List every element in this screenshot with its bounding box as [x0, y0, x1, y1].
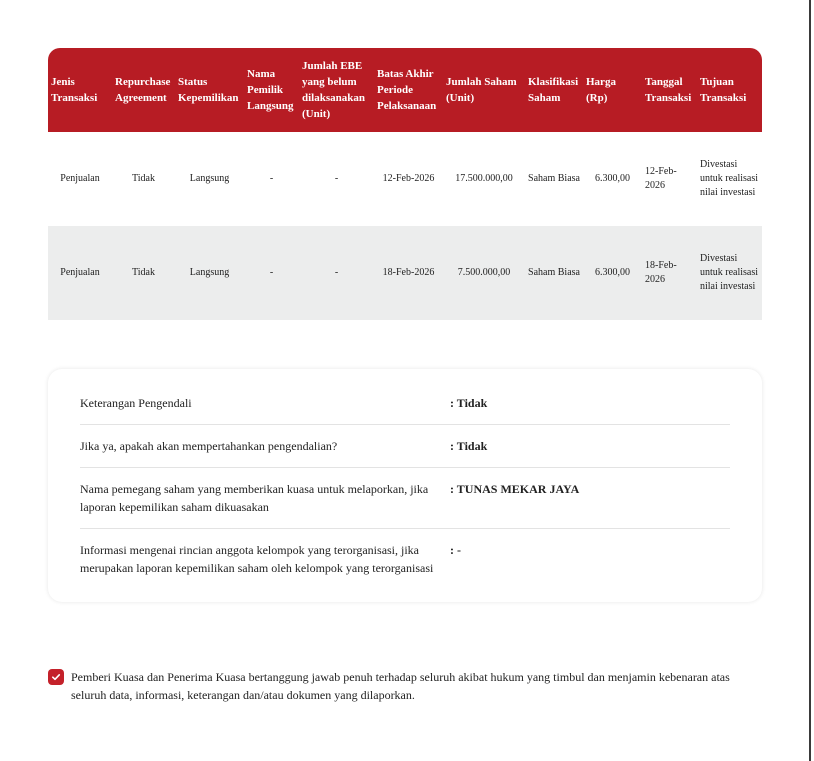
cell-ebe: -: [299, 226, 374, 320]
table-header-row: [48, 48, 762, 132]
cell-jenis: Penjualan: [48, 132, 112, 226]
header-repurchase-agreement: Repurchase Agreement: [112, 48, 175, 132]
cell-tujuan: Divestasi untuk realisasi nilai investasi: [697, 132, 762, 226]
cell-status: Langsung: [175, 226, 244, 320]
pengendali-label: Keterangan Pengendali: [80, 396, 192, 410]
header-klasifikasi-saham: Klasifikasi Saham: [525, 48, 583, 132]
declaration-text: Pemberi Kuasa dan Penerima Kuasa bertanggung jawab penuh terhadap seluruh akibat hukum yang timbul dan menjamin kebenaran atas seluruh data, informasi, keterangan dan/atau dokumen yang dilaporkan.: [71, 670, 730, 702]
page-right-border: [809, 0, 811, 761]
mempertahankan-label: Jika ya, apakah akan mempertahankan pengendalian?: [80, 439, 338, 453]
header-jumlah-ebe: Jumlah EBE yang belum dilaksanakan (Unit): [299, 48, 374, 132]
kelompok-value: : -: [450, 543, 461, 557]
check-icon: [51, 672, 61, 682]
declaration-checkbox[interactable]: [48, 669, 64, 685]
header-status-kepemilikan: Status Kepemilikan: [175, 48, 244, 132]
cell-nama: -: [244, 132, 299, 226]
cell-batas: 18-Feb-2026: [374, 226, 443, 320]
mempertahankan-value: : Tidak: [450, 439, 488, 453]
pengendali-value: : Tidak: [450, 396, 488, 410]
header-jenis-transaksi: Jenis Transaksi: [48, 48, 112, 132]
cell-klasifikasi: Saham Biasa: [525, 132, 583, 226]
header-batas-akhir: Batas Akhir Periode Pelaksanaan: [374, 48, 443, 132]
cell-nama: -: [244, 226, 299, 320]
table-row: [48, 132, 762, 226]
cell-repo: Tidak: [112, 132, 175, 226]
cell-status: Langsung: [175, 132, 244, 226]
cell-tanggal: 12-Feb-2026: [642, 132, 697, 226]
transaction-table: [48, 48, 762, 320]
cell-batas: 12-Feb-2026: [374, 132, 443, 226]
kuasa-value: : TUNAS MEKAR JAYA: [450, 482, 580, 496]
kelompok-label: Informasi mengenai rincian anggota kelompok yang terorganisasi, jika merupakan laporan kepemilikan saham oleh kelompok yang terorganisasi: [80, 543, 434, 575]
cell-repo: Tidak: [112, 226, 175, 320]
controller-info-card: [48, 369, 762, 602]
kuasa-label: Nama pemegang saham yang memberikan kuasa untuk melaporkan, jika laporan kepemilikan saham dikuasakan: [80, 482, 429, 514]
cell-jumlah: 7.500.000,00: [443, 226, 525, 320]
cell-harga: 6.300,00: [583, 226, 642, 320]
info-divider: [80, 424, 730, 425]
cell-klasifikasi: Saham Biasa: [525, 226, 583, 320]
table-row: [48, 226, 762, 320]
cell-tanggal: 18-Feb-2026: [642, 226, 697, 320]
header-tanggal-transaksi: Tanggal Transaksi: [642, 48, 697, 132]
cell-jumlah: 17.500.000,00: [443, 132, 525, 226]
header-tujuan-transaksi: Tujuan Transaksi: [697, 48, 762, 132]
info-divider: [80, 467, 730, 468]
header-nama-pemilik: Nama Pemilik Langsung: [244, 48, 299, 132]
header-jumlah-saham: Jumlah Saham (Unit): [443, 48, 525, 132]
info-divider: [80, 528, 730, 529]
cell-ebe: -: [299, 132, 374, 226]
header-harga: Harga (Rp): [583, 48, 642, 132]
cell-tujuan: Divestasi untuk realisasi nilai investasi: [697, 226, 762, 320]
cell-jenis: Penjualan: [48, 226, 112, 320]
cell-harga: 6.300,00: [583, 132, 642, 226]
